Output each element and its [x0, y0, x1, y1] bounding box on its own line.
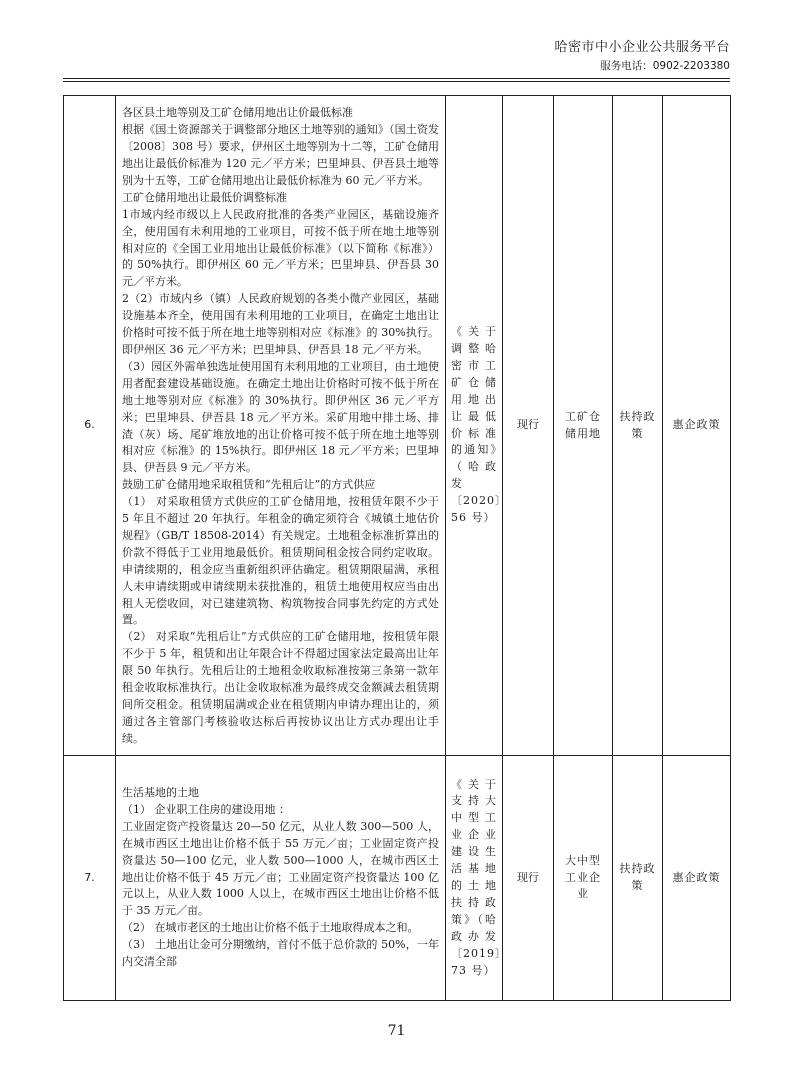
policy-status: 现行 [503, 96, 554, 756]
policy-target: 工矿仓储用地 [554, 96, 613, 756]
policy-content [116, 756, 446, 1001]
row-number: 7. [64, 756, 116, 1001]
policy-content [116, 96, 446, 756]
content-paragraph: （3） 土地出让金可分期缴纳，首付不低于总价款的 50%，一年内交清全部 [122, 938, 439, 969]
policy-category: 扶持政策 [613, 756, 663, 1001]
table-row [64, 756, 731, 1001]
header-rule-thin [63, 81, 730, 82]
content-paragraph: 根据《国土资源部关于调整部分地区土地等别的通知》（国土资发〔2008〕308 号）要求，伊州区土地等别为十二等，工矿仓储用地出让最低价标准为 120 元／平方米；巴里坤县、伊吾县土地等别为十五等，工矿仓储用地出让最低价标准为 60 元／平方米。 [122, 123, 439, 187]
content-paragraph: 各区县土地等别及工矿仓储用地出让价最低标准 [122, 106, 353, 120]
policy-document-title: 《关于调整哈密市工矿仓储用地出让最低价标准的通知》（哈政发〔2020〕56 号） [446, 96, 503, 756]
table-row [64, 96, 731, 756]
policy-document-title: 《关于支持大中型工业企业建设生活基地的土地扶持政策》（哈政办发〔2019〕73 号） [446, 756, 503, 1001]
platform-name: 哈密市中小企业公共服务平台 [554, 40, 730, 55]
policy-type: 惠企政策 [663, 756, 731, 1001]
page-header [554, 38, 730, 74]
service-phone: 服务电话：0902-2203380 [600, 60, 730, 72]
policy-table [63, 95, 731, 1001]
page-number: 71 [387, 1023, 406, 1039]
content-paragraph: （1） 对采取租赁方式供应的工矿仓储用地，按租赁年限不少于 5 年且不超过 20 年执行。年租金的确定须符合《城镇土地估价规程》（GB/T 18508-2014）有关规定。土地租金标准折算出的价款不得低于工业用地最低价。租赁期间租金按合同约定收取。申请续期的，租金应当重新组织评估确定。租赁期限届满，承租人未申请续期或申请续期未获批准的，租赁土地使用权应当由出租人无偿收回，对已建建筑物、构筑物按合同事先约定的方式处置。 [122, 495, 439, 627]
content-paragraph: 工业固定资产投资量达 20—50 亿元，从业人数 300—500 人，在城市西区土地出让价格不低于 55 万元／亩；工业固定资产投资量达 50—100 亿元，业人数 500—1000 人，在城市西区土地出让价格不低于 45 万元／亩；工业固定资产投资量达 100 亿元以上，从业人数 1000 人以上，在城市西区土地出让价格不低于 35 万元／亩。 [122, 819, 439, 918]
policy-status: 现行 [503, 756, 554, 1001]
policy-target: 大中型工业企业 [554, 756, 613, 1001]
content-paragraph: 1市域内经市级以上人民政府批准的各类产业园区，基础设施齐全，使用国有未利用地的工业项目，可按不低于所在地土地等别相对应的《全国工业用地出让最低价标准》（以下简称《标准》）的 50%执行。即伊州区 60 元／平方米；巴里坤县、伊吾县 30 元／平方米。 [122, 207, 439, 289]
policy-type: 惠企政策 [663, 96, 731, 756]
content-paragraph: 2（2）市域内乡（镇）人民政府规划的各类小微产业园区，基础设施基本齐全，使用国有未利用地的工业项目，在确定土地出让价格时可按不低于所在地土地等别相对应《标准》的 30%执行。即伊州区 36 元／平方米；巴里坤县、伊吾县 18 元／平方米。 [122, 292, 439, 356]
policy-category: 扶持政策 [613, 96, 663, 756]
content-paragraph: （1） 企业职工住房的建设用地 ： [122, 802, 290, 816]
content-paragraph: （3）园区外需单独选址使用国有未利用地的工业项目，由土地使用者配套建设基础设施。在确定土地出让价格时可按不低于所在地土地等别对应《标准》的 30%执行。即伊州区 36 元／平方米；巴里坤县、伊吾县 18 元／平方米。采矿用地中排土场、排渣（灰）场、尾矿堆放地的出让价格可按不低于所在地土地等别相对应《标准》的 15%执行。即伊州区 18 元／平方米；巴里坤县、伊吾县 9 元／平方米。 [122, 359, 439, 475]
content-paragraph: 工矿仓储用地出让最低价调整标准 [122, 190, 287, 204]
content-paragraph: 鼓励工矿仓储用地采取租赁和“先租后让”的方式供应 [122, 478, 376, 492]
header-rule [63, 78, 730, 79]
row-number: 6. [64, 96, 116, 756]
content-paragraph: 生活基地的土地 [122, 786, 199, 800]
content-paragraph: （2） 在城市老区的土地出让价格不低于土地取得成本之和。 [122, 921, 419, 935]
content-paragraph: （2） 对采取“先租后让”方式供应的工矿仓储用地，按租赁年限不少于 5 年，租赁和出让年限合计不得超过国家法定最高出让年限 50 年执行。先租后让的土地租金收取标准按第三条第一款年租金收取标准执行。出让金收取标准为最终成交金额减去租赁期间所交租金。租赁期届满或企业在租赁期内申请办理出让的，须通过各主管部门考核验收达标后再按协议出让方式办理出让手续。 [122, 630, 439, 745]
